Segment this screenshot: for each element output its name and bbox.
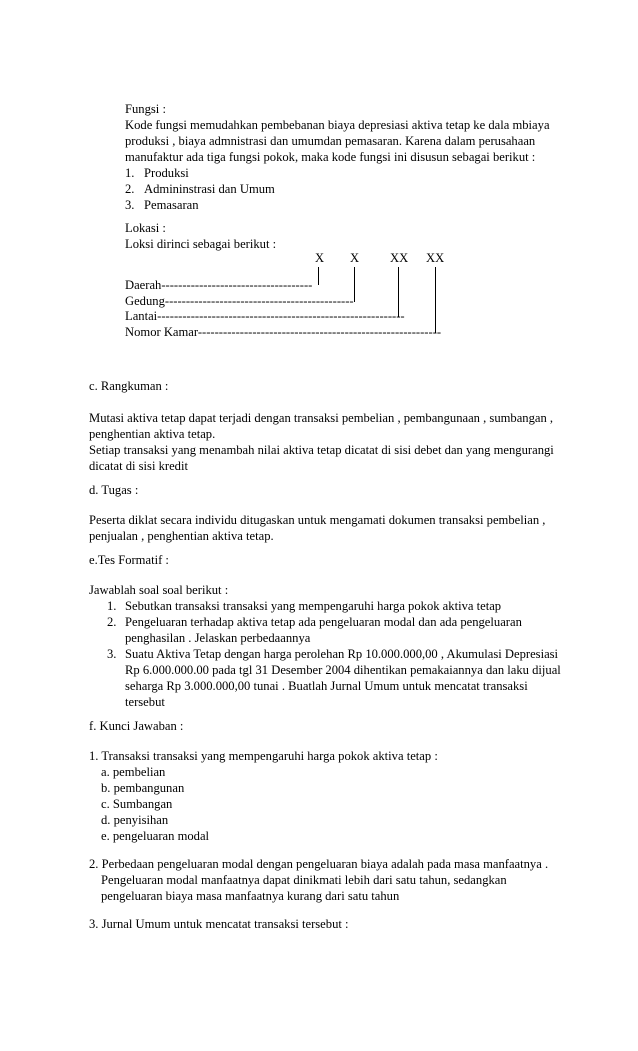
- fungsi-line-3: manufaktur ada tiga fungsi pokok, maka kode fungsi ini disusun sebagai berikut :: [125, 150, 536, 164]
- tugas-line: penjualan , penghentian aktiva tetap.: [89, 529, 274, 543]
- lokasi-code: XX: [426, 251, 445, 265]
- fungsi-line-2: produksi , biaya admnistrasi dan umumdan pemasaran. Karena dalam perusahaan: [125, 134, 536, 148]
- connector-line: [318, 267, 319, 285]
- connector-line: [354, 267, 355, 302]
- tugas-line: Peserta diklat secara individu ditugaskan untuk mengamati dokumen transaksi pembelian ,: [89, 513, 546, 527]
- fungsi-item-num: 2.: [125, 182, 135, 196]
- tes-item-line: penghasilan . Jelaskan perbedaannya: [125, 631, 311, 645]
- kunci-q3: 3. Jurnal Umum untuk mencatat transaksi tersebut :: [89, 917, 349, 931]
- tes-item-line: tersebut: [125, 695, 165, 709]
- lokasi-row: Lantai-----------------------------------------------------------: [125, 309, 405, 323]
- tes-intro: Jawablah soal soal berikut :: [89, 583, 229, 597]
- fungsi-item-text: Pemasaran: [144, 198, 199, 212]
- kunci-heading: f. Kunci Jawaban :: [89, 719, 184, 733]
- rangkuman-heading: c. Rangkuman :: [89, 379, 169, 393]
- kunci-q1-item: a. pembelian: [101, 765, 166, 779]
- tes-item-line: Suatu Aktiva Tetap dengan harga perolehan Rp 10.000.000,00 , Akumulasi Depresiasi: [125, 647, 559, 661]
- rangkuman-line: penghentian aktiva tetap.: [89, 427, 216, 441]
- fungsi-item-num: 3.: [125, 198, 135, 212]
- fungsi-heading: Fungsi :: [125, 102, 166, 116]
- lokasi-row: Nomor Kamar----------------------------------------------------------: [125, 325, 442, 339]
- rangkuman-line: Mutasi aktiva tetap dapat terjadi dengan transaksi pembelian , pembangunaan , sumbangan ,: [89, 411, 554, 425]
- tes-item-num: 2.: [107, 615, 117, 629]
- fungsi-line-1: Kode fungsi memudahkan pembebanan biaya depresiasi aktiva tetap ke dala mbiaya: [125, 118, 550, 132]
- tes-item-line: Sebutkan transaksi transaksi yang mempengaruhi harga pokok aktiva tetap: [125, 599, 502, 613]
- fungsi-item-text: Admininstrasi dan Umum: [144, 182, 275, 196]
- kunci-q1: 1. Transaksi transaksi yang mempengaruhi harga pokok aktiva tetap :: [89, 749, 438, 763]
- lokasi-heading: Lokasi :: [125, 221, 166, 235]
- rangkuman-line: dicatat di sisi kredit: [89, 459, 188, 473]
- kunci-q1-item: b. pembangunan: [101, 781, 185, 795]
- lokasi-code: X: [350, 251, 360, 265]
- kunci-q2-line: pengeluaran biaya masa manfaatnya kurang dari satu tahun: [101, 889, 400, 903]
- tes-item-num: 3.: [107, 647, 117, 661]
- kunci-q1-item: e. pengeluaran modal: [101, 829, 210, 843]
- tes-item-num: 1.: [107, 599, 117, 613]
- tes-heading: e.Tes Formatif :: [89, 553, 169, 567]
- lokasi-row: Gedung---------------------------------------------: [125, 294, 354, 308]
- tes-item-line: Pengeluaran terhadap aktiva tetap ada pengeluaran modal dan ada pengeluaran: [125, 615, 522, 629]
- fungsi-item-text: Produksi: [144, 166, 189, 180]
- kunci-q1-item: c. Sumbangan: [101, 797, 173, 811]
- lokasi-code: X: [315, 251, 325, 265]
- kunci-q2-line: Pengeluaran modal manfaatnya dapat dinikmati lebih dari satu tahun, sedangkan: [101, 873, 507, 887]
- lokasi-code: XX: [390, 251, 409, 265]
- tes-item-line: seharga Rp 3.000.000,00 tunai . Buatlah Jurnal Umum untuk mencatat transaksi: [125, 679, 528, 693]
- tugas-heading: d. Tugas :: [89, 483, 139, 497]
- kunci-q2-line: 2. Perbedaan pengeluaran modal dengan pengeluaran biaya adalah pada masa manfaatnya .: [89, 857, 549, 871]
- rangkuman-line: Setiap transaksi yang menambah nilai aktiva tetap dicatat di sisi debet dan yang mengurangi: [89, 443, 554, 457]
- tes-item-line: Rp 6.000.000.00 pada tgl 31 Desember 2004 dihentikan pemakaiannya dan laku dijual: [125, 663, 561, 677]
- fungsi-item-num: 1.: [125, 166, 135, 180]
- lokasi-row: Daerah------------------------------------: [125, 278, 313, 292]
- lokasi-intro: Loksi dirinci sebagai berikut :: [125, 237, 277, 251]
- kunci-q1-item: d. penyisihan: [101, 813, 169, 827]
